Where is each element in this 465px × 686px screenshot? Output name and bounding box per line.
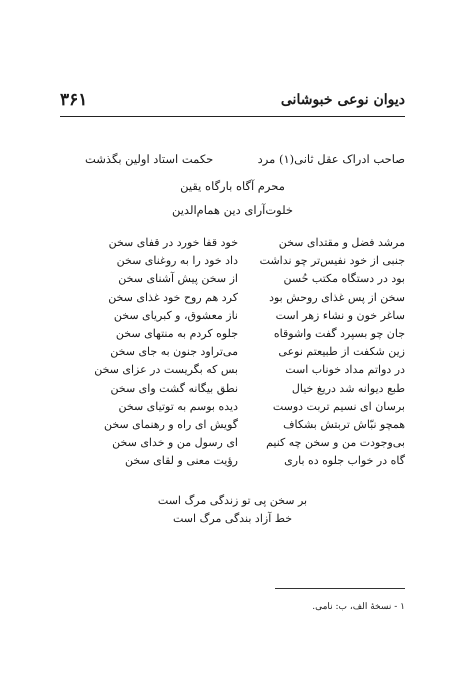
verse-right-hemistich: برسان ای نسیم تربت دوست xyxy=(272,399,405,413)
verse-row xyxy=(78,418,405,436)
centered-verse-line: خلوت‌آرای دین همام‌الدین xyxy=(171,203,294,217)
verse-block xyxy=(78,236,405,472)
verse-left-hemistich: از سخن پیش آشنای سخن xyxy=(118,272,238,286)
verse-row xyxy=(78,436,405,454)
verse-left-hemistich: خود قفا خورد در قفای سخن xyxy=(108,236,238,249)
verse-right-hemistich: در دواتم مداد خوناب است xyxy=(285,363,405,377)
verse-left-hemistich: بس که بگریست در عزای سخن xyxy=(94,363,238,377)
verse-left-hemistich: نطق بیگانه گشت وای سخن xyxy=(110,381,238,395)
verse-left-hemistich: می‌تراود جنون به جای سخن xyxy=(110,345,238,359)
closing-verse-line: خط آزاد بندگی مرگ است xyxy=(173,512,292,525)
footnote: ۱ - نسخهٔ الف، ب: نامی. xyxy=(312,602,405,612)
verse-row xyxy=(78,309,405,327)
verse-row xyxy=(78,382,405,400)
verse-right-hemistich: بی‌وجودت من و سخن چه کنیم xyxy=(266,436,405,450)
verse-row xyxy=(78,327,405,345)
verse-row xyxy=(78,291,405,309)
verse-right-hemistich: مرشد فضل و مقتدای سخن xyxy=(278,236,405,249)
verse-right-hemistich: جنبی از خود نفیس‌تر چو نداشت xyxy=(259,254,405,268)
verse-row xyxy=(78,345,405,363)
verse-left-hemistich: دیده بوسم به توتیای سخن xyxy=(118,399,238,413)
verse-right-hemistich: ساغر خون و نشاء زهر است xyxy=(275,308,405,322)
centered-verse-block xyxy=(60,174,405,222)
verse-left-hemistich: داد خود را به روغنای سخن xyxy=(116,254,238,268)
verse-right-hemistich: گاه در خواب جلوه ده باری xyxy=(284,454,405,468)
header-rule xyxy=(60,116,405,117)
verse-left-hemistich: ناز معشوق، و کبریای سخن xyxy=(113,308,238,322)
verse-row xyxy=(78,363,405,381)
running-title: دیوان نوعی خبوشانی xyxy=(280,92,405,108)
verse-right-hemistich: بود در دستگاه مکتب حُسن xyxy=(283,272,405,286)
verse-row xyxy=(78,400,405,418)
verse-row xyxy=(78,254,405,272)
centered-verse-line: محرم آگاه بارگاه یقین xyxy=(180,179,285,193)
page-header xyxy=(60,92,405,116)
verse-right-hemistich: همچو نبّاش تربتش بشکاف xyxy=(283,417,405,431)
closing-verse-line: بر سخن پی تو زندگی مرگ است xyxy=(157,494,308,507)
verse-row xyxy=(78,454,405,472)
verse-right-hemistich: سخن از پس غذای روحش بود xyxy=(269,290,405,304)
opening-hemistich-1: صاحب ادراک عقل ثانی(۱) مرد xyxy=(257,152,405,166)
verse-left-hemistich: گویش ای راه و رهنمای سخن xyxy=(103,417,238,431)
verse-left-hemistich: ای رسول من و خدای سخن xyxy=(112,436,238,450)
verse-right-hemistich: زین شکفت از طبیعتم نوعی xyxy=(278,345,405,359)
verse-row xyxy=(78,272,405,290)
page-number: ۳۶۱ xyxy=(60,90,88,110)
verse-left-hemistich: رؤیت معنی و لقای سخن xyxy=(124,454,238,468)
verse-left-hemistich: جلوه کردم به منتهای سخن xyxy=(115,326,238,340)
verse-left-hemistich: کرد هم روح خود غذای سخن xyxy=(108,290,238,304)
opening-hemistich-2: حکمت استاد اولین بگذشت xyxy=(85,152,214,166)
verse-row xyxy=(78,236,405,254)
verse-right-hemistich: طبع دیوانه شد دریغ خیال xyxy=(291,381,405,395)
verse-right-hemistich: جان چو بسپرد گفت واشوقاه xyxy=(273,326,405,340)
footnote-rule xyxy=(275,588,405,589)
closing-verse-block xyxy=(60,492,405,528)
